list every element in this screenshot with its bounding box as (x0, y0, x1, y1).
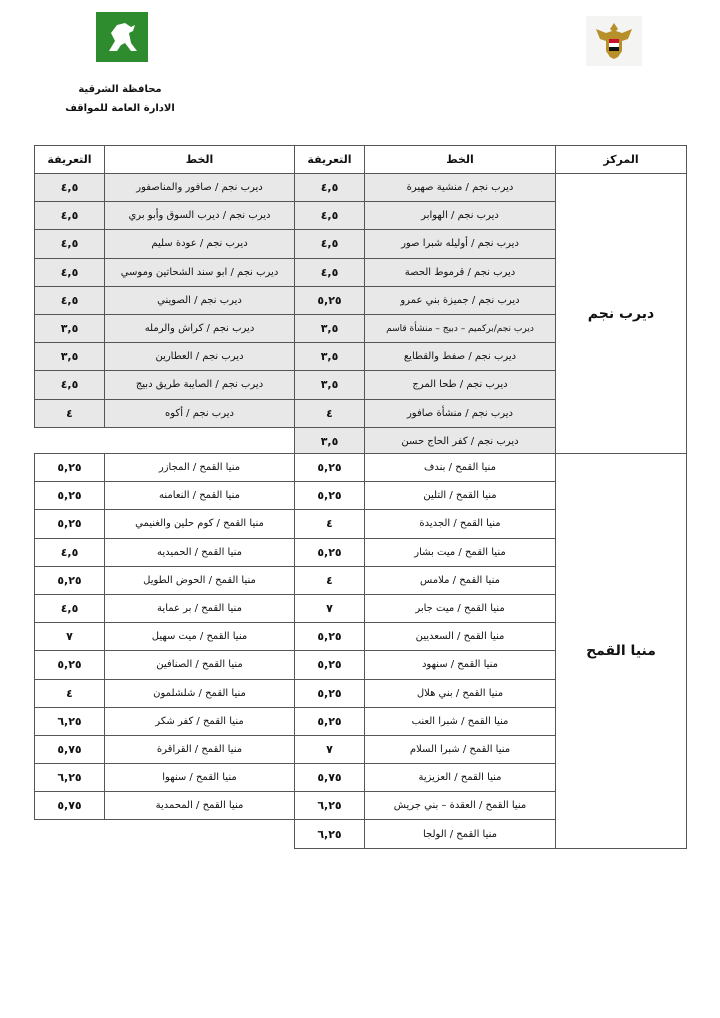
fare-cell: ٣,٥ (295, 371, 365, 399)
header-fare: التعريفة (35, 146, 105, 174)
line-cell: منيا القمح / النعامنه (105, 482, 295, 510)
line-cell: ديرب نجم / الصايبة طريق دبيج (105, 371, 295, 399)
line-cell: ديرب نجم / صفط والقطايع (365, 343, 556, 371)
fare-cell: ٥,٢٥ (295, 623, 365, 651)
line-cell: ديرب نجم / عودة سليم (105, 230, 295, 258)
line-cell: منيا القمح / التلين (365, 482, 556, 510)
horse-emblem-icon (101, 17, 143, 57)
line-cell: ديرب نجم / أكوه (105, 399, 295, 427)
header-text (60, 80, 180, 118)
line-cell: منيا القمح / سنهود (365, 651, 556, 679)
fare-cell: ٤,٥ (35, 202, 105, 230)
line-cell: منيا القمح / الحميديه (105, 538, 295, 566)
line-cell: منيا القمح / الجديدة (365, 510, 556, 538)
fare-cell: ٥,٢٥ (295, 538, 365, 566)
empty-cell (105, 427, 295, 455)
fare-cell: ٣,٥ (35, 343, 105, 371)
line-cell: ديرب نجم/بركميم – دبيج – منشأة قاسم (365, 314, 556, 342)
governorate-name: محافظة الشرقية (78, 84, 162, 95)
fare-cell: ٥,٢٥ (35, 510, 105, 538)
fare-cell: ٥,٢٥ (295, 286, 365, 314)
fare-cell: ٥,٢٥ (35, 651, 105, 679)
fare-cell: ٤,٥ (35, 371, 105, 399)
fare-cell: ٤,٥ (295, 202, 365, 230)
line-cell: منيا القمح / القراقرة (105, 735, 295, 763)
fare-cell: ٥,٢٥ (295, 651, 365, 679)
egypt-eagle-emblem-icon (592, 19, 636, 63)
line-cell: منيا القمح / سنهوا (105, 764, 295, 792)
fare-cell: ٥,٢٥ (295, 707, 365, 735)
fare-cell: ٦,٢٥ (295, 820, 365, 848)
line-cell: منيا القمح / بر عماية (105, 594, 295, 622)
fare-cell: ٥,٢٥ (35, 454, 105, 482)
fare-cell: ٤,٥ (35, 594, 105, 622)
fare-cell: ٥,٢٥ (35, 482, 105, 510)
table-row (35, 454, 687, 482)
fare-cell: ٧ (295, 594, 365, 622)
fare-cell: ٧ (35, 623, 105, 651)
fare-cell: ٤,٥ (35, 258, 105, 286)
line-cell: ديرب نجم / كراش والرمله (105, 314, 295, 342)
fare-cell: ٤,٥ (295, 230, 365, 258)
line-cell: ديرب نجم / الصويني (105, 286, 295, 314)
egypt-emblem (586, 16, 642, 66)
line-cell: ديرب نجم / قرموط الحصة (365, 258, 556, 286)
table-row (35, 174, 687, 202)
fare-cell: ٥,٢٥ (295, 454, 365, 482)
fare-cell: ٤ (295, 510, 365, 538)
line-cell: ديرب نجم / ابو سند الشحاتين وموسي (105, 258, 295, 286)
fare-cell: ٥,٧٥ (35, 792, 105, 820)
line-cell: ديرب نجم / أوليله شبرا صور (365, 230, 556, 258)
line-cell: منيا القمح / بني هلال (365, 679, 556, 707)
line-cell: منيا القمح / الصنافين (105, 651, 295, 679)
fare-cell: ٣,٥ (295, 314, 365, 342)
header-fare: التعريفة (295, 146, 365, 174)
table-header-row (35, 146, 687, 174)
markaz-name: ديرب نجم (556, 174, 687, 456)
empty-cell (105, 820, 295, 848)
line-cell: منيا القمح / كفر شكر (105, 707, 295, 735)
fare-cell: ٥,٧٥ (295, 764, 365, 792)
fare-cell: ٥,٢٥ (295, 482, 365, 510)
line-cell: منيا القمح / المجازر (105, 454, 295, 482)
line-cell: ديرب نجم / منشأة صافور (365, 399, 556, 427)
line-cell: منيا القمح / شلشلمون (105, 679, 295, 707)
fare-cell: ٤ (35, 399, 105, 427)
fare-cell: ٥,٢٥ (295, 679, 365, 707)
line-cell: منيا القمح / ميت بشار (365, 538, 556, 566)
fare-cell: ٤,٥ (35, 174, 105, 202)
fare-cell: ٤ (295, 399, 365, 427)
fare-cell: ٤ (35, 679, 105, 707)
line-cell: منيا القمح / العقدة – بني جريش (365, 792, 556, 820)
fare-cell: ٤,٥ (295, 258, 365, 286)
fare-cell: ٤,٥ (295, 174, 365, 202)
line-cell: منيا القمح / ملامس (365, 566, 556, 594)
department-name: الادارة العامة للمواقف (65, 103, 175, 114)
empty-cell (35, 820, 105, 848)
fare-cell: ٦,٢٥ (295, 792, 365, 820)
fare-cell: ٤,٥ (35, 230, 105, 258)
fares-table-diarb-negm (34, 145, 687, 456)
line-cell: منيا القمح / بندف (365, 454, 556, 482)
header-line: الخط (365, 146, 556, 174)
header-line: الخط (105, 146, 295, 174)
fare-cell: ٣,٥ (295, 427, 365, 455)
line-cell: منيا القمح / العزيزية (365, 764, 556, 792)
line-cell: منيا القمح / شبرا السلام (365, 735, 556, 763)
fare-cell: ٦,٢٥ (35, 707, 105, 735)
line-cell: منيا القمح / كوم حلين والغنيمي (105, 510, 295, 538)
empty-cell (35, 427, 105, 455)
line-cell: منيا القمح / ميت جابر (365, 594, 556, 622)
line-cell: ديرب نجم / طحا المرج (365, 371, 556, 399)
fare-cell: ٥,٧٥ (35, 735, 105, 763)
line-cell: منيا القمح / ميت سهيل (105, 623, 295, 651)
line-cell: ديرب نجم / كفر الحاج حسن (365, 427, 556, 455)
line-cell: منيا القمح / شبرا العنب (365, 707, 556, 735)
line-cell: ديرب نجم / صافور والمناصفور (105, 174, 295, 202)
line-cell: ديرب نجم / الهوابر (365, 202, 556, 230)
fare-cell: ٤,٥ (35, 538, 105, 566)
line-cell: ديرب نجم / جميزة بني عمرو (365, 286, 556, 314)
governorate-logo (96, 12, 148, 62)
fare-cell: ٤,٥ (35, 286, 105, 314)
fare-cell: ٧ (295, 735, 365, 763)
fare-cell: ٤ (295, 566, 365, 594)
line-cell: منيا القمح / المحمدية (105, 792, 295, 820)
line-cell: ديرب نجم / العطارين (105, 343, 295, 371)
fare-cell: ٣,٥ (295, 343, 365, 371)
fare-cell: ٣,٥ (35, 314, 105, 342)
line-cell: منيا القمح / السعديين (365, 623, 556, 651)
line-cell: منيا القمح / الحوض الطويل (105, 566, 295, 594)
markaz-name: منيا القمح (556, 454, 687, 849)
fare-cell: ٦,٢٥ (35, 764, 105, 792)
fares-table-minya-el-qamh (34, 453, 687, 849)
line-cell: ديرب نجم / ديرب السوق وأبو بري (105, 202, 295, 230)
line-cell: ديرب نجم / منشية صهيرة (365, 174, 556, 202)
line-cell: منيا القمح / الولجا (365, 820, 556, 848)
fare-cell: ٥,٢٥ (35, 566, 105, 594)
header-markaz: المركز (556, 146, 687, 174)
